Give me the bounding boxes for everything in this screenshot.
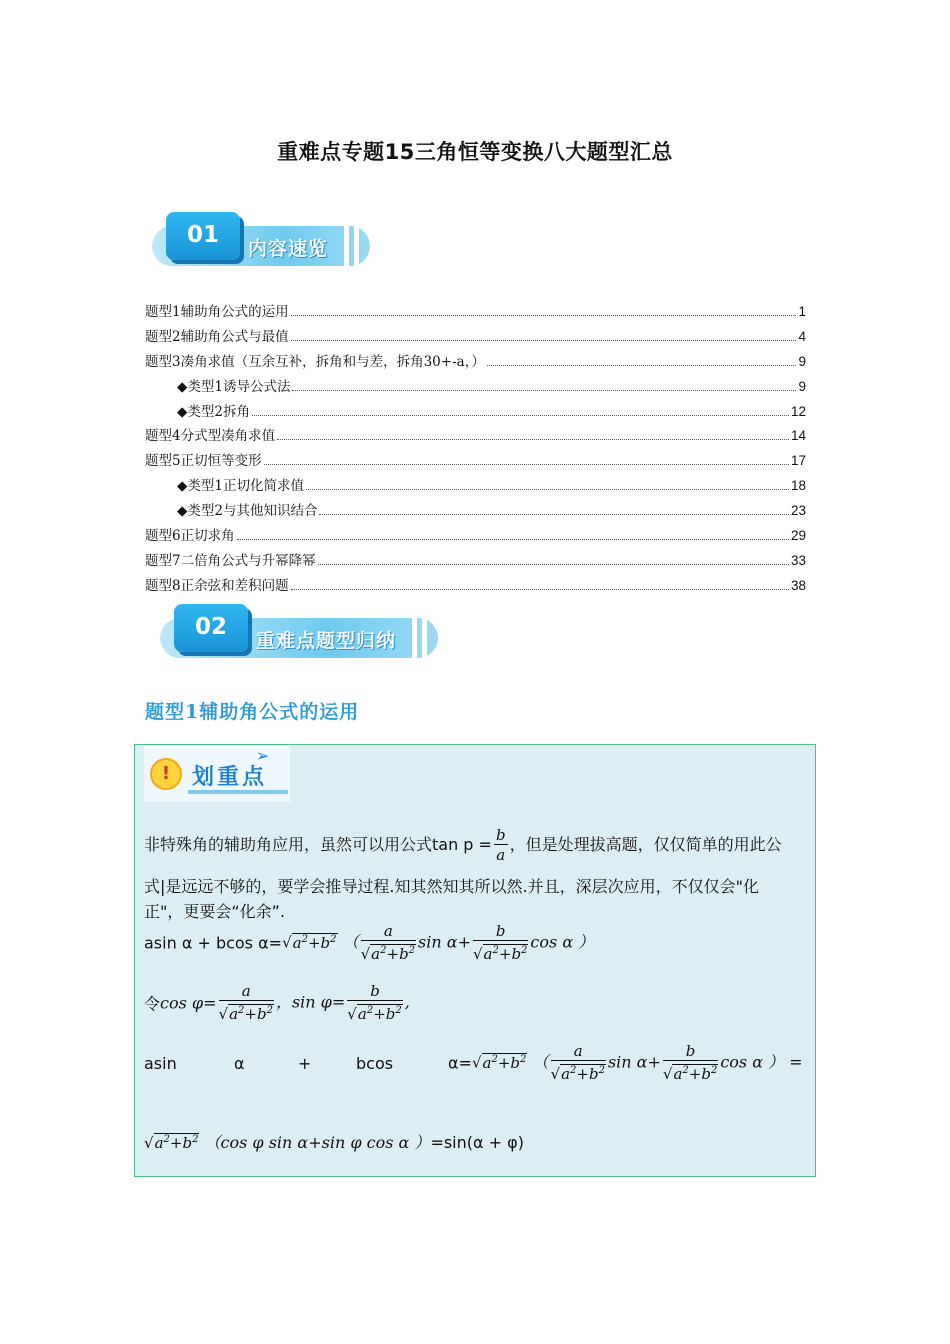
toc-leader-dots — [487, 364, 797, 366]
toc-page-number: 14 — [790, 428, 806, 444]
toc-entry-title: ◆类型2与其他知识结合 — [177, 503, 318, 520]
toc-entry[interactable] — [145, 424, 806, 449]
formula-auxiliary-angle: asin α + bcos $\alpha=√a^2+b^2$ （ $\frac{a}{√a^2+b^2}$ sin α+ $\frac{b}{√a^2+b^2}$ cos α ） — [144, 922, 595, 963]
toc-page-number: 23 — [790, 503, 806, 519]
toc-entry[interactable] — [145, 325, 806, 350]
section-banner-contents — [152, 212, 372, 268]
toc-page-number: 12 — [790, 403, 806, 419]
toc-entry-title: 题型4分式型凑角求值 — [145, 428, 276, 445]
section-heading: 题型1辅助角公式的运用 — [145, 701, 360, 723]
toc-page-number: 38 — [790, 577, 806, 593]
formula-result: $√a^2+b^2$ （cos φ sin α+sin φ cos α ）=sin(α + φ) — [144, 1133, 524, 1152]
toc-page-number: 4 — [798, 328, 806, 344]
document-title: 重难点专题15三角恒等变换八大题型汇总 — [277, 140, 673, 164]
toc-leader-dots — [291, 339, 797, 341]
fraction-b-over-a: $\frac{b}{a}$ — [495, 826, 506, 864]
toc-entry-title: 题型6正切求角 — [145, 528, 235, 545]
toc-page-number: 9 — [798, 378, 806, 394]
paper-plane-icon: ➢ — [256, 746, 270, 765]
toc-page-number: 33 — [790, 552, 806, 568]
banner-number: 01 — [166, 212, 240, 260]
toc-entry-title: 题型7二倍角公式与升幂降幂 — [145, 552, 316, 569]
toc-leader-dots — [264, 463, 789, 465]
badge-underline — [188, 790, 288, 794]
toc-leader-dots — [252, 414, 789, 416]
toc-leader-dots — [291, 588, 789, 590]
toc-leader-dots — [291, 314, 797, 316]
toc-leader-dots — [306, 488, 789, 490]
banner-label: 内容速览 — [248, 238, 329, 260]
toc-leader-dots — [237, 538, 789, 540]
toc-entry[interactable] — [145, 300, 806, 325]
banner-number: 02 — [174, 604, 248, 652]
table-of-contents — [145, 300, 806, 599]
toc-page-number: 9 — [798, 353, 806, 369]
toc-page-number: 17 — [790, 453, 806, 469]
toc-entry[interactable] — [145, 449, 806, 474]
banner-label: 重难点题型归纳 — [256, 630, 397, 652]
badge-label: 划重点 — [192, 765, 268, 790]
toc-page-number: 29 — [790, 528, 806, 544]
note-paragraph-1: 非特殊角的辅助角应用，虽然可以用公式tan p = $\frac{b}{a}$ ，但是处理拔高题，仅仅简单的用此公 — [144, 826, 782, 864]
note-paragraph-2: 式|是远远不够的，要学会推导过程.知其然知其所以然.并且，深层次应用，不仅仅会"化 — [144, 877, 759, 896]
toc-entry-title: 题型8正余弦和差积问题 — [145, 577, 289, 594]
note-paragraph-3: 正"，更要会“化余”. — [144, 902, 286, 921]
toc-entry-title: 题型3凑角求值（互余互补，拆角和与差，拆角30+-a，） — [145, 353, 485, 370]
toc-page-number: 1 — [798, 304, 806, 319]
toc-page-number: 18 — [790, 478, 806, 494]
toc-entry[interactable] — [145, 499, 806, 524]
toc-entry-title: 题型2辅助角公式与最值 — [145, 328, 289, 345]
toc-entry-title: ◆类型2拆角 — [177, 403, 250, 420]
formula-expansion: asin α + bcos $\alpha=√a^2+b^2$ （ $\frac{a}{√a^2+b^2}$ sin α+ $\frac{b}{√a^2+b^2}$ cos α ） = — [144, 1042, 803, 1083]
toc-leader-dots — [292, 389, 796, 391]
toc-entry[interactable] — [145, 400, 806, 425]
toc-entry[interactable] — [145, 524, 806, 549]
toc-entry-title: ◆类型1正切化简求值 — [177, 478, 304, 495]
toc-leader-dots — [277, 438, 789, 440]
toc-leader-dots — [318, 563, 789, 565]
key-point-badge — [144, 746, 290, 802]
toc-entry-title: 题型1辅助角公式的运用 — [145, 304, 289, 320]
toc-entry[interactable] — [145, 474, 806, 499]
toc-entry-title: ◆类型1诱导公式法 — [177, 378, 291, 395]
toc-entry[interactable] — [145, 549, 806, 574]
toc-entry[interactable] — [145, 375, 806, 400]
formula-let-phi: 令cos φ= $\frac{a}{√a^2+b^2}$ ，sin φ= $\frac{b}{√a^2+b^2}$ , — [144, 982, 410, 1023]
toc-entry-title: 题型5正切恒等变形 — [145, 453, 262, 470]
toc-entry[interactable] — [145, 350, 806, 375]
toc-entry[interactable] — [145, 574, 806, 599]
section-banner-types — [160, 604, 440, 660]
toc-leader-dots — [319, 513, 788, 515]
lightbulb-icon: ! — [150, 758, 182, 790]
